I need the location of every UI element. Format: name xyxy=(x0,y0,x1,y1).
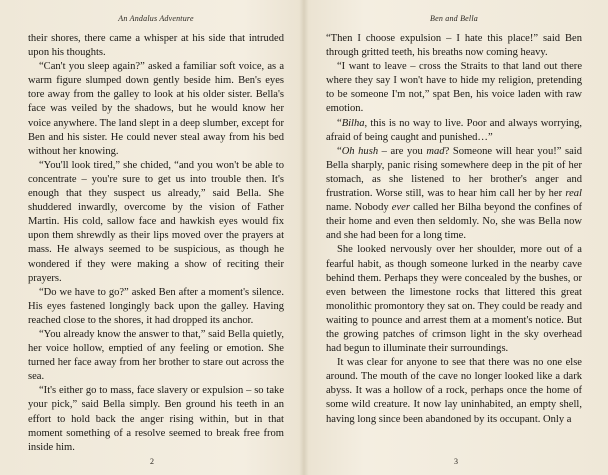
paragraph: “Can't you sleep again?” asked a familiar soft voice, as a warm figure slumped down gently beside him. Ben's eyes tore away from the galley to look at his older sister. Bella's face was veiled by the shadows, but he would know her voice anywhere. The land slept in a deep slumber, except for Ben and his sister. He could never steal away from his bed without her knowing. xyxy=(28,61,284,157)
running-head-left: An Andalus Adventure xyxy=(118,14,194,23)
paragraph: “Bilha, this is no way to live. Poor and always worrying, afraid of being caught and punished…” xyxy=(326,117,582,143)
italic-word: real xyxy=(565,188,582,200)
page-number-left: 2 xyxy=(150,457,154,466)
italic-word: mad xyxy=(426,145,445,157)
text-run: called her Bilha beyond the confines of their home and even then seldomly. No, she was Bella now and she had been for a long time. xyxy=(326,202,582,242)
paragraph: “I want to leave – cross the Straits to that land out there where they say I won't have to hide my religion, pretending to be someone I'm not,” spat Ben, his voice laden with raw emotion. xyxy=(326,61,582,115)
italic-word: ever xyxy=(391,202,410,214)
paragraph: “Then I choose expulsion – I hate this place!” said Ben through gritted teeth, his breaths now coming heavy. xyxy=(326,33,582,59)
italic-word: Bilha xyxy=(341,117,365,129)
left-page-text xyxy=(28,32,284,455)
text-run: ? Someone will hear you!” said Bella sharply, panic rising somewhere deep in the pit of her stomach, as she listened to her brother's anger and frustration. Worse still, was to hear him call her by her xyxy=(326,145,582,200)
text-run: – are you xyxy=(378,145,427,157)
paragraph: “Oh hush – are you mad? Someone will hear you!” said Bella sharply, panic rising somewhere deep in the pit of her stomach, as she listened to her brother's anger and frustration. Worse still, was to hear him call her by her real name. Nobody ever called her Bilha beyond the confines of their home and even then seldomly. No, she was Bella now and she had been for a long time. xyxy=(326,145,582,242)
right-page-text xyxy=(326,32,582,427)
text-run: name. Nobody xyxy=(326,202,392,214)
paragraph: “Do we have to go?” asked Ben after a moment's silence. His eyes fastened longingly back upon the galley. Having reached close to the shores, it had dropped its anchor. xyxy=(28,286,284,326)
paragraph: their shores, there came a whisper at his side that intruded upon his thoughts. xyxy=(28,33,284,59)
paragraph: She looked nervously over her shoulder, more out of a fearful habit, as though someone lurked in the nearby cave behind them. Perhaps they were concealed by the bushes, or even between the limestone rocks that littered this great monolithic promontory they sat on. They could be ready and waiting to pounce and arrest them at a moment's notice. But the growing patches of crimson light in the sky overhead had begun to illuminate their surroundings. xyxy=(326,244,582,355)
right-page xyxy=(304,0,608,475)
text-run: , this is no way to live. Poor and always worrying, afraid of being caught and punished…” xyxy=(326,117,582,143)
running-head-right: Ben and Bella xyxy=(430,14,478,23)
paragraph: “You already know the answer to that,” said Bella quietly, her voice hollow, emptied of any feeling or emotion. She turned her face away from her brother to stare out across the sea. xyxy=(28,328,284,383)
paragraph: “It's either go to mass, face slavery or expulsion – so take your pick,” said Bella simply. Ben ground his teeth in an effort to hold back the anger rising within, but in that moment something of a resolve seemed to break free from inside him. xyxy=(28,385,284,453)
page-number-right: 3 xyxy=(454,457,458,466)
paragraph: It was clear for anyone to see that there was no one else around. The mouth of the cave no longer looked like a dark abyss. It was a hollow of a rock, perhaps once the home of some wild creature. It now lay uninhabited, an empty shell, having long since been abandoned by its occupant. Only a xyxy=(326,357,582,425)
paragraph: “You'll look tired,” she chided, “and you won't be able to concentrate – you're sure to get us into trouble then. It's enough that they suspect us already,” said Bella. She shuddered inwardly, overcome by the vision of Father Martin. His cold, sallow face and hawkish eyes would fix upon them shrewdly as their lips moved over the prayers at mass. He always seemed to be suspicious, as though he wondered if they were making a show of reciting their prayers. xyxy=(28,159,284,284)
italic-word: Oh hush xyxy=(341,145,379,157)
